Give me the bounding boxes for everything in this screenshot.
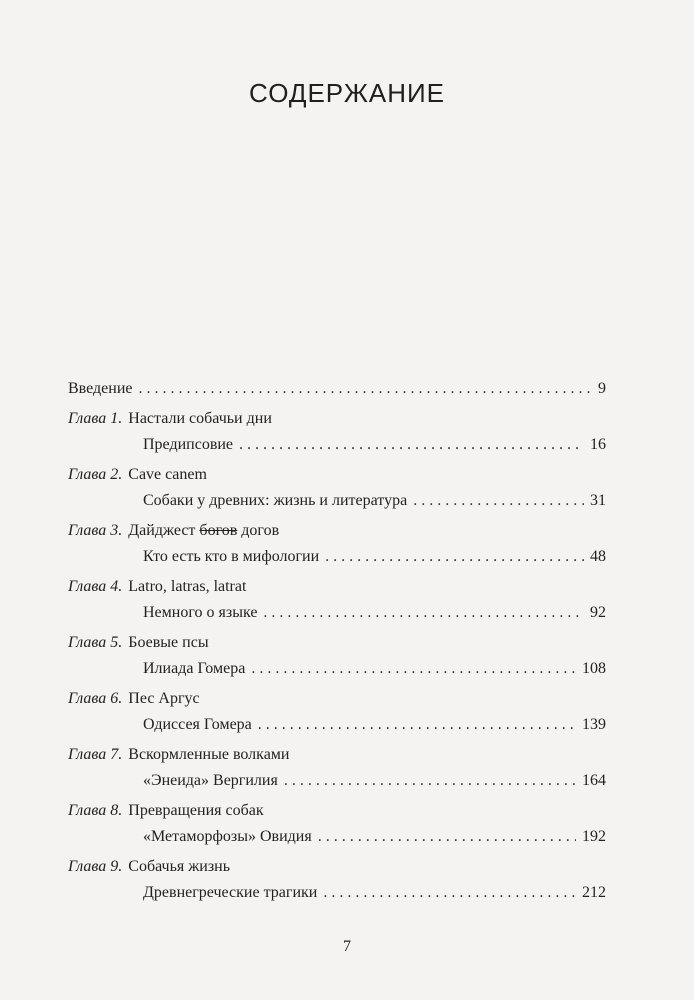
chapter-title: Вскормленные волками [128, 746, 290, 763]
dot-leader [239, 432, 584, 458]
dot-leader [318, 824, 576, 850]
toc-entry-chapter-9 [68, 854, 606, 906]
chapter-number: Глава 1. [68, 410, 123, 427]
chapter-title [128, 518, 279, 544]
chapter-page: 139 [582, 716, 606, 733]
dot-leader [323, 880, 576, 906]
chapter-title: Cave canem [128, 466, 207, 483]
chapter-page: 108 [582, 660, 606, 677]
chapter-page: 192 [582, 828, 606, 845]
chapter-title-part: Дайджест [128, 522, 196, 539]
chapter-subtitle: Предипсовие [143, 436, 234, 453]
chapter-number: Глава 5. [68, 634, 123, 651]
chapter-title: Боевые псы [128, 634, 209, 651]
toc-entry-chapter-6 [68, 686, 606, 738]
toc-intro-page: 9 [598, 380, 606, 397]
chapter-title: Собачья жизнь [128, 858, 231, 875]
chapter-number: Глава 7. [68, 746, 123, 763]
chapter-page: 92 [590, 604, 606, 621]
toc-entry-chapter-3 [68, 518, 606, 570]
toc-entry-chapter-1 [68, 406, 606, 458]
dot-leader [258, 712, 576, 738]
toc-intro-label: Введение [68, 380, 133, 397]
toc-entry-chapter-8 [68, 798, 606, 850]
toc-entry-chapter-4 [68, 574, 606, 626]
dot-leader [413, 488, 584, 514]
chapter-subtitle: Древнегреческие трагики [143, 884, 318, 901]
chapter-page: 212 [582, 884, 606, 901]
chapter-page: 16 [590, 436, 606, 453]
dot-leader [139, 376, 593, 402]
chapter-subtitle: Илиада Гомера [143, 660, 246, 677]
chapter-subtitle: «Метаморфозы» Овидия [143, 828, 312, 845]
toc-entry-intro [68, 376, 606, 402]
chapter-title-part: догов [241, 522, 280, 539]
dot-leader [251, 656, 576, 682]
chapter-page: 48 [590, 548, 606, 565]
chapter-number: Глава 3. [68, 522, 123, 539]
chapter-title: Latro, latras, latrat [128, 578, 247, 595]
chapter-title-struck-word: богов [199, 522, 238, 539]
chapter-page: 164 [582, 772, 606, 789]
chapter-page: 31 [590, 492, 606, 509]
dot-leader [284, 768, 576, 794]
chapter-title: Настали собачьи дни [128, 410, 272, 427]
chapter-title: Пес Аргус [128, 690, 200, 707]
table-of-contents [68, 376, 606, 906]
chapter-title: Превращения собак [128, 802, 264, 819]
dot-leader [325, 544, 584, 570]
chapter-number: Глава 6. [68, 690, 123, 707]
chapter-subtitle: Кто есть кто в мифологии [143, 548, 320, 565]
chapter-subtitle: Немного о языке [143, 604, 258, 621]
chapter-number: Глава 2. [68, 466, 123, 483]
chapter-number: Глава 9. [68, 858, 123, 875]
chapter-subtitle: «Энеида» Вергилия [143, 772, 278, 789]
dot-leader [263, 600, 584, 626]
chapter-number: Глава 4. [68, 578, 123, 595]
toc-entry-chapter-2 [68, 462, 606, 514]
toc-entry-chapter-5 [68, 630, 606, 682]
page-title: СОДЕРЖАНИЕ [248, 78, 445, 108]
page-number: 7 [343, 938, 351, 955]
toc-entry-chapter-7 [68, 742, 606, 794]
chapter-subtitle: Собаки у древних: жизнь и литература [143, 492, 408, 509]
chapter-subtitle: Одиссея Гомера [143, 716, 252, 733]
chapter-number: Глава 8. [68, 802, 123, 819]
